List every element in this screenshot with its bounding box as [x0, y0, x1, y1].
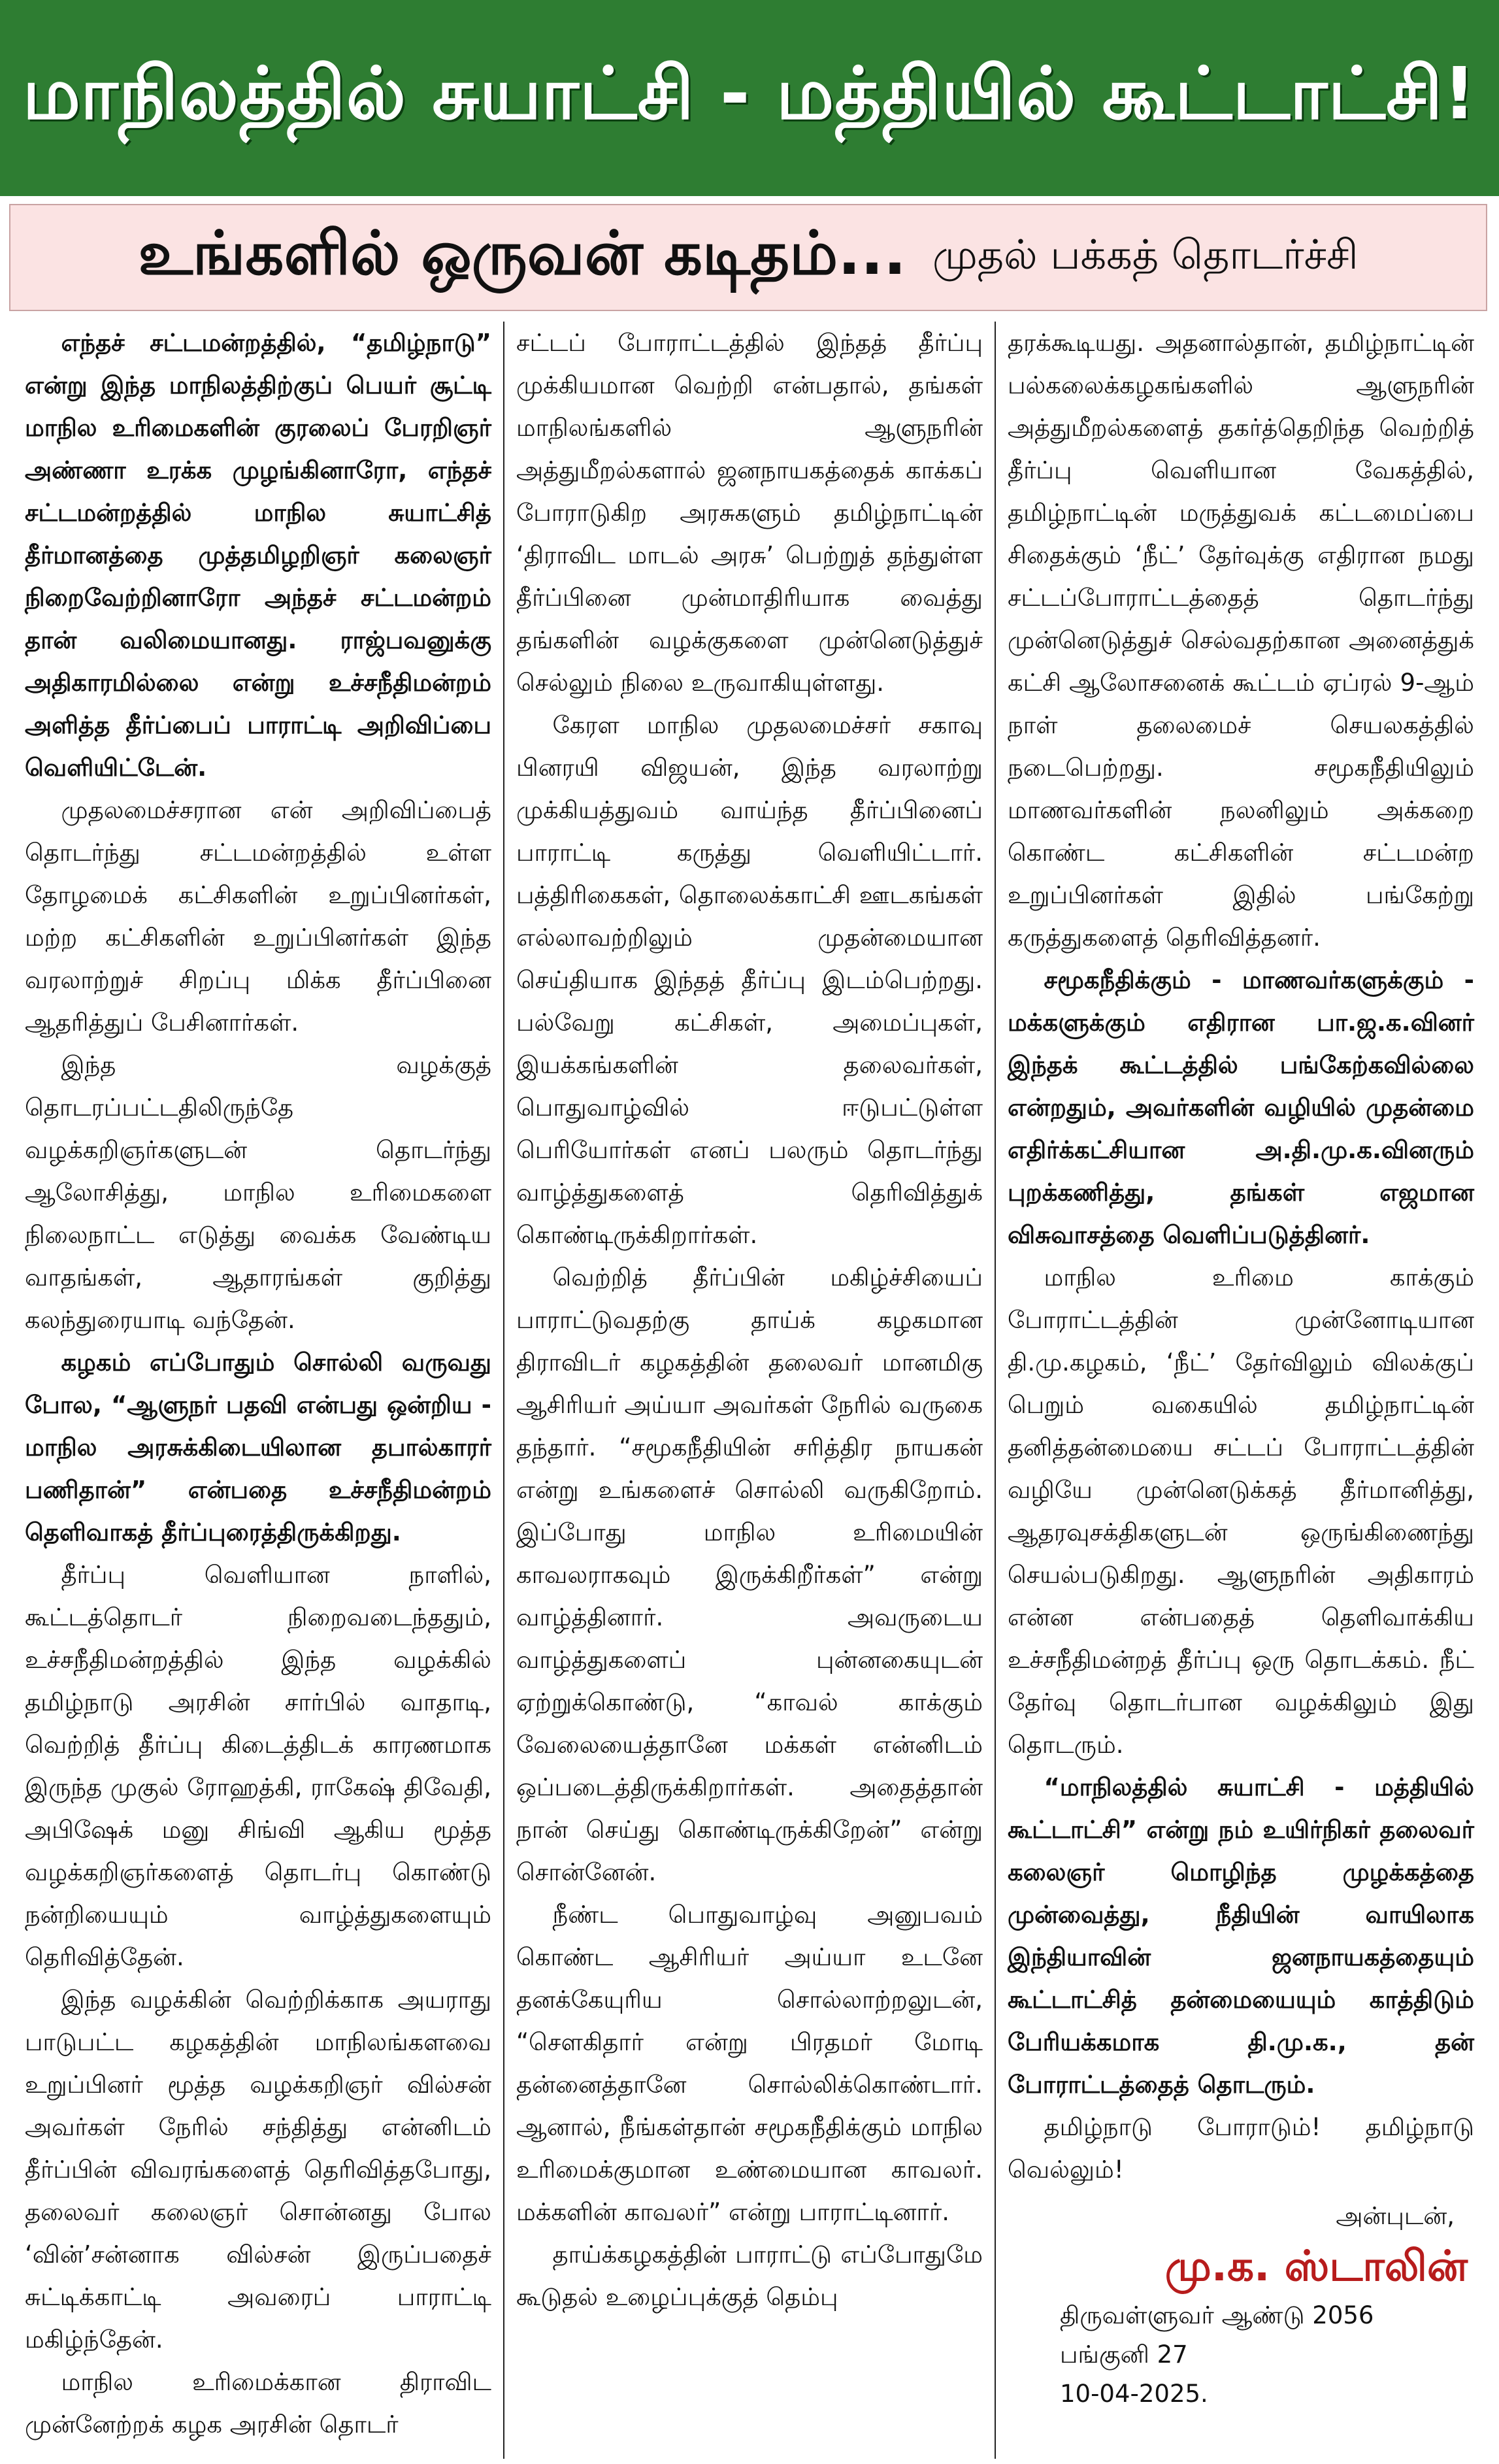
date-line: 10-04-2025.	[1060, 2380, 1208, 2408]
headline-banner	[0, 0, 1499, 196]
column-3	[995, 322, 1486, 2459]
paragraph: தரக்கூடியது. அதனால்தான், தமிழ்நாட்டின் பல்கலைக்கழகங்களில் ஆளுநரின் அத்துமீறல்களைத் தகர்த்தெறிந்த வெற்றித் தீர்ப்பு வெளியான வேகத்தில், தமிழ்நாட்டின் மருத்துவக் கட்டமைப்பை சிதைக்கும் ‘நீட்’ தேர்வுக்கு எதிரான நமது சட்டப்போராட்டத்தைத் தொடர்ந்து முன்னெடுத்துச் செல்வதற்கான அனைத்துக் கட்சி ஆலோசனைக் கூட்டம் ஏப்ரல் 9-ஆம் நாள் தலைமைச் செயலகத்தில் நடைபெற்றது. சமூகநீதியிலும் மாணவர்களின் நலனிலும் அக்கறை கொண்ட கட்சிகளின் சட்டமன்ற உறுப்பினர்கள் இதில் பங்கேற்று கருத்துகளைத் தெரிவித்தனர்.	[1008, 329, 1474, 952]
letter-title: உங்களில் ஒருவன் கடிதம்...	[138, 218, 906, 288]
paragraph: மாநில உரிமை காக்கும் போராட்டத்தின் முன்னோடியான தி.மு.கழகம், ‘நீட்’ தேர்விலும் விலக்குப் பெறும் வகையில் தமிழ்நாட்டின் தனித்தன்மையை சட்டப் போராட்டத்தின் வழியே முன்னெடுக்கத் தீர்மானித்து, ஆதரவுசக்திகளுடன் ஒருங்கிணைந்து செயல்படுகிறது. ஆளுநரின் அதிகாரம் என்ன என்பதைத் தெளிவாக்கிய உச்சநீதிமன்றத் தீர்ப்பு ஒரு தொடக்கம். நீட் தேர்வு தொடர்பான வழக்கிலும் இது தொடரும்.	[1008, 1263, 1474, 1759]
paragraph: சட்டப் போராட்டத்தில் இந்தத் தீர்ப்பு முக்கியமான வெற்றி என்பதால், தங்கள் மாநிலங்களில் ஆளுநரின் அத்துமீறல்களால் ஜனநாயகத்தைக் காக்கப் போராடுகிற அரசுகளும் தமிழ்நாட்டின் ‘திராவிட மாடல் அரசு’ பெற்றுத் தந்துள்ள தீர்ப்பினை முன்மாதிரியாக வைத்து தங்களின் வழக்குகளை முன்னெடுத்துச் செல்லும் நிலை உருவாகியுள்ளது.	[516, 329, 983, 697]
paragraph: மாநில உரிமைக்கான திராவிட முன்னேற்றக் கழக அரசின் தொடர்	[25, 2368, 491, 2439]
date-line: திருவள்ளுவர் ஆண்டு 2056	[1060, 2301, 1374, 2329]
paragraph: இந்த வழக்குத் தொடரப்பட்டதிலிருந்தே வழக்கறிஞர்களுடன் தொடர்ந்து ஆலோசித்து, மாநில உரிமைகளை நிலைநாட்ட எடுத்து வைக்க வேண்டிய வாதங்கள், ஆதாரங்கள் குறித்து கலந்துரையாடி வந்தேன்.	[25, 1051, 491, 1334]
column-1	[13, 322, 503, 2459]
subheading-bar	[9, 204, 1487, 311]
closing-text: அன்புடன்,	[1336, 2202, 1455, 2230]
column-2	[503, 322, 995, 2459]
paragraph: சமூகநீதிக்கும் - மாணவர்களுக்கும் - மக்களுக்கும் எதிரான பா.ஜ.க.வினர் இந்தக் கூட்டத்தில் பங்கேற்கவில்லை என்றதும், அவர்களின் வழியில் முதன்மை எதிர்க்கட்சியான அ.தி.மு.க.வினரும் புறக்கணித்து, தங்கள் எஜமான விசுவாசத்தை வெளிப்படுத்தினர்.	[1008, 966, 1474, 1249]
paragraph: கழகம் எப்போதும் சொல்லி வருவது போல, “ஆளுநர் பதவி என்பது ஒன்றிய - மாநில அரசுக்கிடையிலான தபால்காரர் பணிதான்” என்பதை உச்சநீதிமன்றம் தெளிவாகத் தீர்ப்புரைத்திருக்கிறது.	[25, 1348, 491, 1546]
paragraph: இந்த வழக்கின் வெற்றிக்காக அயராது பாடுபட்ட கழகத்தின் மாநிலங்களவை உறுப்பினர் மூத்த வழக்கறிஞர் வில்சன் அவர்கள் நேரில் சந்தித்து என்னிடம் தீர்ப்பின் விவரங்களைத் தெரிவித்தபோது, தலைவர் கலைஞர் சொன்னது போல ‘வின்’சன்னாக வில்சன் இருப்பதைச் சுட்டிக்காட்டி அவரைப் பாராட்டி மகிழ்ந்தேன்.	[25, 1986, 491, 2354]
paragraph: “மாநிலத்தில் சுயாட்சி - மத்தியில் கூட்டாட்சி” என்று நம் உயிர்நிகர் தலைவர் கலைஞர் மொழிந்த முழக்கத்தை முன்வைத்து, நீதியின் வாயிலாக இந்தியாவின் ஜனநாயகத்தையும் கூட்டாட்சித் தன்மையையும் காத்திடும் பேரியக்கமாக தி.மு.க., தன் போராட்டத்தைத் தொடரும்.	[1008, 1773, 1474, 2099]
signature-name: மு.க. ஸ்டாலின்	[1164, 2242, 1468, 2291]
article-columns	[13, 322, 1486, 2459]
paragraph: வெற்றித் தீர்ப்பின் மகிழ்ச்சியைப் பாராட்டுவதற்கு தாய்க் கழகமான திராவிடர் கழகத்தின் தலைவர் மானமிகு ஆசிரியர் அய்யா அவர்கள் நேரில் வருகை தந்தார். “சமூகநீதியின் சரித்திர நாயகன் என்று உங்களைச் சொல்லி வருகிறோம். இப்போது மாநில உரிமையின் காவலராகவும் இருக்கிறீர்கள்” என்று வாழ்த்தினார். அவருடைய வாழ்த்துகளைப் புன்னகையுடன் ஏற்றுக்கொண்டு, “காவல் காக்கும் வேலையைத்தானே மக்கள் என்னிடம் ஒப்படைத்திருக்கிறார்கள். அதைத்தான் நான் செய்து கொண்டிருக்கிறேன்” என்று சொன்னேன்.	[516, 1263, 983, 1886]
paragraph: தமிழ்நாடு போராடும்! தமிழ்நாடு வெல்லும்!	[1008, 2113, 1474, 2184]
paragraph: கேரள மாநில முதலமைச்சர் சகாவு பினரயி விஜயன், இந்த வரலாற்று முக்கியத்துவம் வாய்ந்த தீர்ப்பினைப் பாராட்டி கருத்து வெளியிட்டார். பத்திரிகைகள், தொலைக்காட்சி ஊடகங்கள் எல்லாவற்றிலும் முதன்மையான செய்தியாக இந்தத் தீர்ப்பு இடம்பெற்றது. பல்வேறு கட்சிகள், அமைப்புகள், இயக்கங்களின் தலைவர்கள், பொதுவாழ்வில் ஈடுபட்டுள்ள பெரியோர்கள் எனப் பலரும் தொடர்ந்து வாழ்த்துகளைத் தெரிவித்துக் கொண்டிருக்கிறார்கள்.	[516, 711, 983, 1249]
paragraph: நீண்ட பொதுவாழ்வு அனுபவம் கொண்ட ஆசிரியர் அய்யா உடனே தனக்கேயுரிய சொல்லாற்றலுடன், “சௌகிதார் என்று பிரதமர் மோடி தன்னைத்தானே சொல்லிக்கொண்டார். ஆனால், நீங்கள்தான் சமூகநீதிக்கும் மாநில உரிமைக்குமான உண்மையான காவலர். மக்களின் காவலர்” என்று பாராட்டினார்.	[516, 1901, 983, 2226]
headline-title: மாநிலத்தில் சுயாட்சி - மத்தியில் கூட்டாட்சி!	[22, 51, 1477, 135]
paragraph: எந்தச் சட்டமன்றத்தில், “தமிழ்நாடு” என்று இந்த மாநிலத்திற்குப் பெயர் சூட்டி மாநில உரிமைகளின் குரலைப் பேரறிஞர் அண்ணா உரக்க முழங்கினாரோ, எந்தச் சட்டமன்றத்தில் மாநில சுயாட்சித் தீர்மானத்தை முத்தமிழறிஞர் கலைஞர் நிறைவேற்றினாரோ அந்தச் சட்டமன்றம் தான் வலிமையானது. ராஜ்பவனுக்கு அதிகாரமில்லை என்று உச்சநீதிமன்றம் அளித்த தீர்ப்பைப் பாராட்டி அறிவிப்பை வெளியிட்டேன்.	[25, 329, 491, 782]
paragraph: தீர்ப்பு வெளியான நாளில், கூட்டத்தொடர் நிறைவடைந்ததும், உச்சநீதிமன்றத்தில் இந்த வழக்கில் தமிழ்நாடு அரசின் சார்பில் வாதாடி, வெற்றித் தீர்ப்பு கிடைத்திடக் காரணமாக இருந்த முகுல் ரோஹத்கி, ராகேஷ் திவேதி, அபிஷேக் மனு சிங்வி ஆகிய மூத்த வழக்கறிஞர்களைத் தொடர்பு கொண்டு நன்றியையும் வாழ்த்துகளையும் தெரிவித்தேன்.	[25, 1561, 491, 1971]
paragraph: முதலமைச்சரான என் அறிவிப்பைத் தொடர்ந்து சட்டமன்றத்தில் உள்ள தோழமைக் கட்சிகளின் உறுப்பினர்கள், மற்ற கட்சிகளின் உறுப்பினர்கள் இந்த வரலாற்றுச் சிறப்பு மிக்க தீர்ப்பினை ஆதரித்துப் பேசினார்கள்.	[25, 796, 491, 1037]
continuation-label: முதல் பக்கத் தொடர்ச்சி	[932, 231, 1359, 278]
paragraph: தாய்க்கழகத்தின் பாராட்டு எப்போதுமே கூடுதல் உழைப்புக்குத் தெம்பு	[516, 2240, 983, 2311]
signature-block	[1008, 2195, 1474, 2414]
date-line: பங்குனி 27	[1060, 2340, 1188, 2369]
